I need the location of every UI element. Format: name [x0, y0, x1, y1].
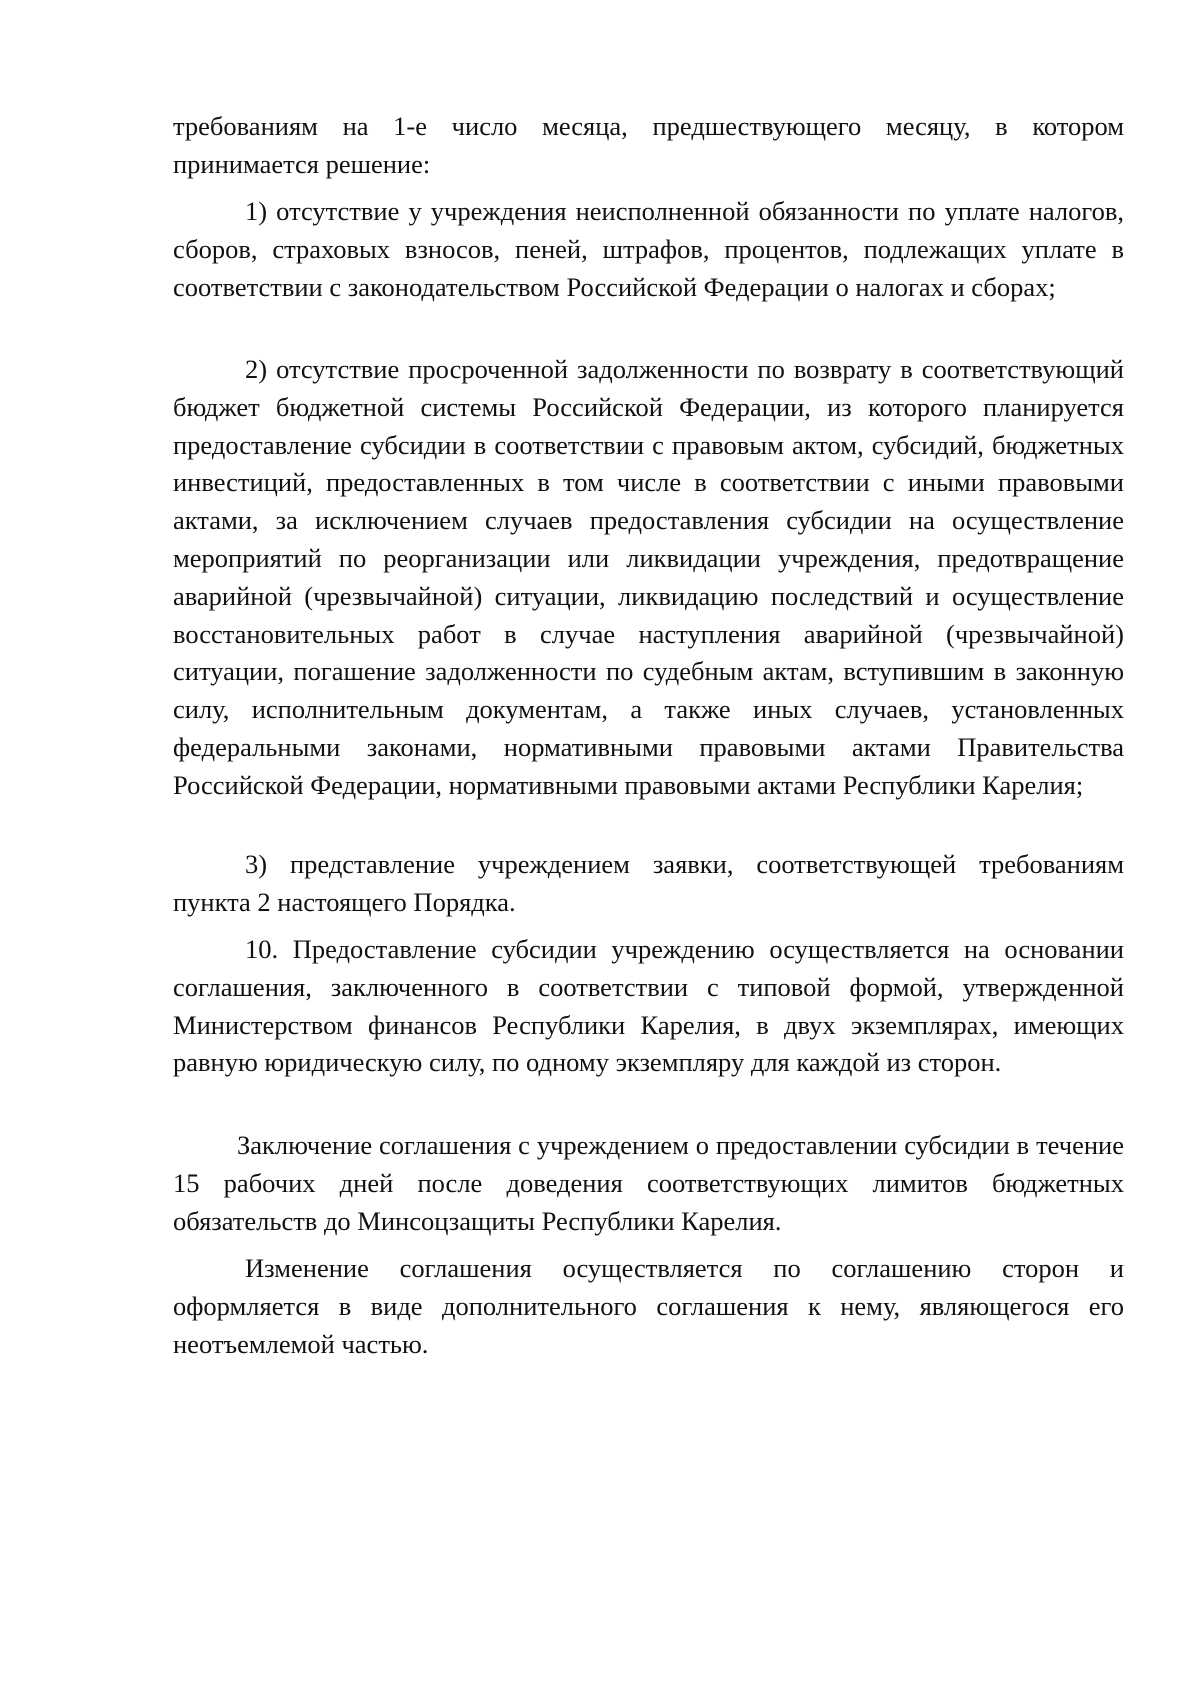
paragraph-condition-2: 2) отсутствие просроченной задолженности по возврату в соответствующий бюджет бюджетной системы Российской Федерации, из которого планируется предоставление субсидии в соответствии с правовым актом, субсидий, бюджетных инвестиций, предоставленных в том числе в соответствии с иными правовыми актами, за исключением случаев предоставления субсидии на осуществление мероприятий по реорганизации или ликвидации учреждения, предотвращение аварийной (чрезвычайной) ситуации, ликвидацию последствий и осуществление восстановительных работ в случае наступления аварийной (чрезвычайной) ситуации, погашение задолженности по судебным актам, вступившим в законную силу, исполнительным документам, а также иных случаев, установленных федеральными законами, нормативными правовыми актами Правительства Российской Федерации, нормативными правовыми актами Республики Карелия;	[173, 354, 1124, 800]
paragraph-condition-3: 3) представление учреждением заявки, соответствующей требованиям пункта 2 настоящего Порядка.	[173, 849, 1124, 917]
paragraph-clause-10: 10. Предоставление субсидии учреждению осуществляется на основании соглашения, заключенного в соответствии с типовой формой, утвержденной Министерством финансов Республики Карелия, в двух экземплярах, имеющих равную юридическую силу, по одному экземпляру для каждой из сторон.	[173, 934, 1124, 1078]
paragraph-continuation: требованиям на 1-е число месяца, предшествующего месяцу, в котором принимается решение:	[173, 111, 1124, 179]
paragraph-agreement-amendment: Изменение соглашения осуществляется по соглашению сторон и оформляется в виде дополнительного соглашения к нему, являющегося его неотъемлемой частью.	[173, 1253, 1124, 1359]
paragraph-condition-1: 1) отсутствие у учреждения неисполненной обязанности по уплате налогов, сборов, страховых взносов, пеней, штрафов, процентов, подлежащих уплате в соответствии с законодательством Российской Федерации о налогах и сборах;	[173, 196, 1124, 302]
paragraph-agreement-conclusion: Заключение соглашения с учреждением о предоставлении субсидии в течение 15 рабочих дней после доведения соответствующих лимитов бюджетных обязательств до Минсоцзащиты Республики Карелия.	[173, 1130, 1124, 1236]
